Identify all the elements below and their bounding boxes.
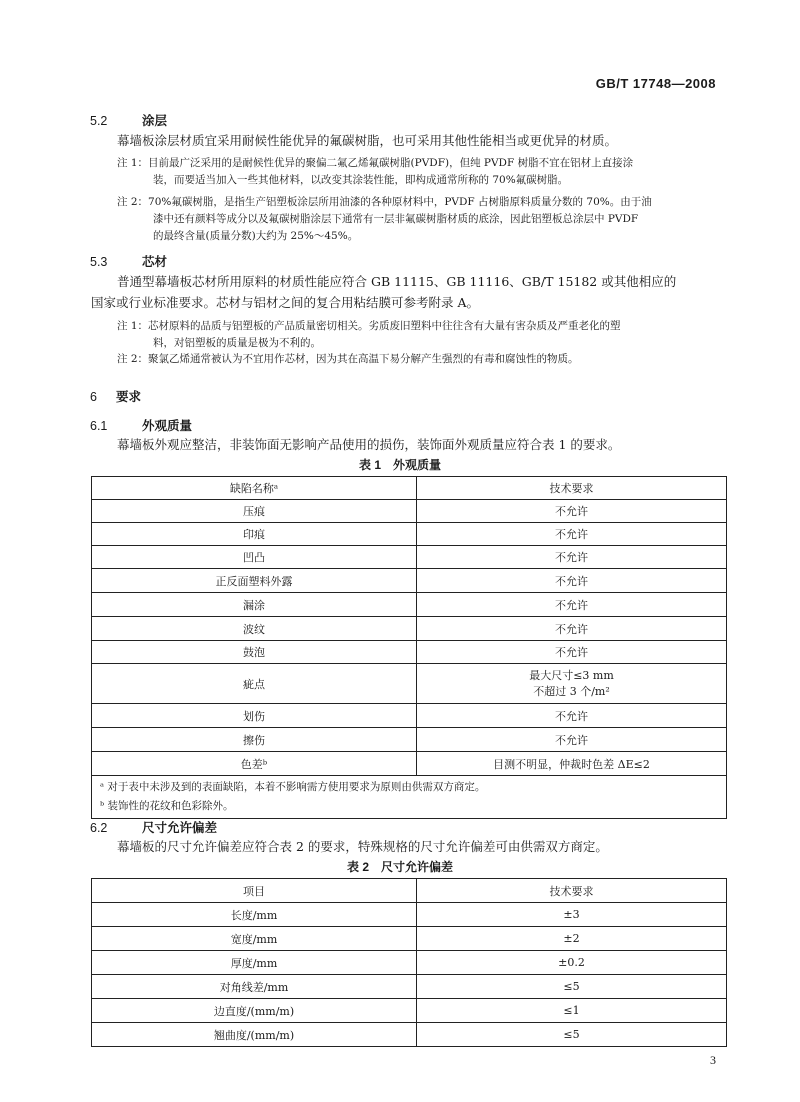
- section-6-1-body: [0, 434, 800, 455]
- note-text: 漆中还有颜料等成分以及氟碳树脂涂层下通常有一层非氟碳树脂材质的底涂，因此铝塑板总涂层中 PVDF: [153, 213, 639, 225]
- requirement: ≤1: [417, 999, 727, 1023]
- footnote-a: ᵃ 对于表中未涉及到的表面缺陷，本着不影响需方使用要求为原则由供需双方商定。: [100, 781, 486, 793]
- table-row: [92, 546, 727, 569]
- paragraph: [91, 271, 737, 313]
- note-text: 70%氟碳树脂，是指生产铝塑板涂层所用油漆的各种原材料中，PVDF 占树脂原料质量分数的 70%。由于油: [148, 196, 652, 208]
- table-row: [92, 951, 727, 975]
- section-title: 尺寸允许偏差: [142, 821, 218, 835]
- requirement: ±2: [417, 927, 727, 951]
- section-6-1: [0, 416, 800, 434]
- table-row: [92, 927, 727, 951]
- section-5-2-body: [0, 130, 800, 151]
- note: [117, 194, 723, 245]
- section-number: 6.2: [90, 821, 108, 835]
- note-text: 装，而要适当加入一些其他材料，以改变其涂装性能，即构成通常所称的 70%氟碳树脂。: [153, 174, 569, 186]
- requirement: 不允许: [417, 641, 727, 664]
- defect-name: 色差ᵇ: [92, 752, 417, 776]
- note-text: 的最终含量(质量分数)大约为 25%～45%。: [153, 230, 359, 242]
- section-5-2: [0, 111, 800, 129]
- requirement: [417, 664, 727, 704]
- note-text: 芯材原料的品质与铝塑板的产品质量密切相关。劣质废旧塑料中往往含有大量有害杂质及严重老化的塑: [148, 320, 621, 332]
- requirement: 不允许: [417, 728, 727, 752]
- section-5-3: [0, 252, 800, 270]
- table-footnote-row: [92, 776, 727, 819]
- table-row: [92, 728, 727, 752]
- footnote-b: ᵇ 装饰性的花纹和色彩除外。: [100, 800, 234, 812]
- paragraph: 幕墙板的尺寸允许偏差应符合表 2 的要求，特殊规格的尺寸允许偏差可由供需双方商定。: [117, 839, 608, 854]
- requirement: 不允许: [417, 704, 727, 728]
- requirement: 不允许: [417, 523, 727, 546]
- table-2-caption: 表 2 尺寸允许偏差: [346, 860, 453, 874]
- defect-name: 正反面塑料外露: [92, 569, 417, 593]
- section-title: 外观质量: [142, 419, 193, 433]
- note-text: 料，对铝塑板的质量是极为不利的。: [153, 337, 321, 349]
- defect-name: 凹凸: [92, 546, 417, 569]
- standard-code: GB/T 17748—2008: [595, 76, 716, 91]
- note: [117, 318, 723, 352]
- requirement: ≤5: [417, 975, 727, 999]
- section-5-3-body: [0, 271, 800, 313]
- defect-name: 鼓泡: [92, 641, 417, 664]
- note-5-3-1: [0, 318, 800, 352]
- table-header-cell: 技术要求: [417, 477, 727, 500]
- defect-name: 疵点: [92, 664, 417, 704]
- table-1: [91, 476, 727, 819]
- defect-name: 印痕: [92, 523, 417, 546]
- requirement-line: 不超过 3 个/m²: [533, 684, 610, 698]
- note-label: 注 2：: [117, 353, 149, 365]
- defect-name: 波纹: [92, 617, 417, 641]
- section-heading: [90, 111, 800, 129]
- note: [117, 351, 723, 368]
- section-number: 6.1: [90, 419, 108, 433]
- section-title: 涂层: [142, 114, 168, 128]
- item-name: 边直度/(mm/m): [92, 999, 417, 1023]
- requirement: ±3: [417, 903, 727, 927]
- note-text: 聚氯乙烯通常被认为不宜用作芯材，因为其在高温下易分解产生强烈的有毒和腐蚀性的物质。: [148, 353, 579, 365]
- table-header-cell: 技术要求: [417, 879, 727, 903]
- section-title: 芯材: [142, 255, 168, 269]
- section-6-2: [0, 818, 800, 836]
- defect-name: 漏涂: [92, 593, 417, 617]
- table-2: [91, 878, 727, 1047]
- section-title: 要求: [116, 390, 142, 404]
- section-number: 5.3: [90, 255, 108, 269]
- requirement: 不允许: [417, 500, 727, 523]
- defect-name: 擦伤: [92, 728, 417, 752]
- page-number: 3: [710, 1053, 716, 1067]
- paragraph: 幕墙板外观应整洁，非装饰面无影响产品使用的损伤，装饰面外观质量应符合表 1 的要求。: [117, 437, 621, 452]
- section-6: [0, 387, 800, 405]
- requirement: 目测不明显，仲裁时色差 ΔE≤2: [417, 752, 727, 776]
- section-number: 5.2: [90, 114, 108, 128]
- defect-name: 划伤: [92, 704, 417, 728]
- table-row: [92, 903, 727, 927]
- section-number: 6: [90, 390, 97, 404]
- table-row: [92, 569, 727, 593]
- note-5-3-2: [0, 351, 800, 368]
- requirement: 不允许: [417, 593, 727, 617]
- paragraph: 幕墙板涂层材质宜采用耐候性能优异的氟碳树脂，也可采用其他性能相当或更优异的材质。: [117, 133, 618, 148]
- section-heading: [90, 252, 800, 270]
- item-name: 长度/mm: [92, 903, 417, 927]
- section-heading: [90, 416, 800, 434]
- requirement: ±0.2: [417, 951, 727, 975]
- table-row: [92, 664, 727, 704]
- table-row: [92, 752, 727, 776]
- table-footnotes: [92, 776, 727, 819]
- section-heading: [90, 387, 800, 405]
- item-name: 宽度/mm: [92, 927, 417, 951]
- table-header-row: [92, 879, 727, 903]
- table-row: [92, 999, 727, 1023]
- note: [117, 155, 723, 189]
- table-row: [92, 1023, 727, 1047]
- note-label: 注 1：: [117, 320, 149, 332]
- table-header-cell: 项目: [92, 879, 417, 903]
- table-row: [92, 704, 727, 728]
- table-row: [92, 975, 727, 999]
- requirement: ≤5: [417, 1023, 727, 1047]
- note-5-2-2: [0, 194, 800, 245]
- item-name: 厚度/mm: [92, 951, 417, 975]
- item-name: 翘曲度/(mm/m): [92, 1023, 417, 1047]
- note-label: 注 2：: [117, 196, 149, 208]
- paragraph-line: 普通型幕墙板芯材所用原料的材质性能应符合 GB 11115、GB 11116、GB/T 15182 或其他相应的: [117, 274, 677, 289]
- paragraph-line: 国家或行业标准要求。芯材与铝材之间的复合用粘结膜可参考附录 A。: [91, 295, 480, 310]
- item-name: 对角线差/mm: [92, 975, 417, 999]
- requirement-line: 最大尺寸≤3 mm: [529, 668, 614, 682]
- table-row: [92, 641, 727, 664]
- note-5-2-1: [0, 155, 800, 189]
- requirement: 不允许: [417, 617, 727, 641]
- table-header-cell: 缺陷名称ᵃ: [92, 477, 417, 500]
- section-6-2-body: [0, 836, 800, 857]
- table-row: [92, 593, 727, 617]
- note-label: 注 1：: [117, 157, 149, 169]
- section-heading: [90, 818, 800, 836]
- table-row: [92, 523, 727, 546]
- requirement: 不允许: [417, 569, 727, 593]
- table-row: [92, 500, 727, 523]
- table-header-row: [92, 477, 727, 500]
- table-1-caption: 表 1 外观质量: [358, 458, 441, 472]
- defect-name: 压痕: [92, 500, 417, 523]
- table-row: [92, 617, 727, 641]
- requirement: 不允许: [417, 546, 727, 569]
- note-text: 目前最广泛采用的是耐候性优异的聚偏二氟乙烯氟碳树脂(PVDF)，但纯 PVDF 树脂不宜在铝材上直接涂: [148, 157, 634, 169]
